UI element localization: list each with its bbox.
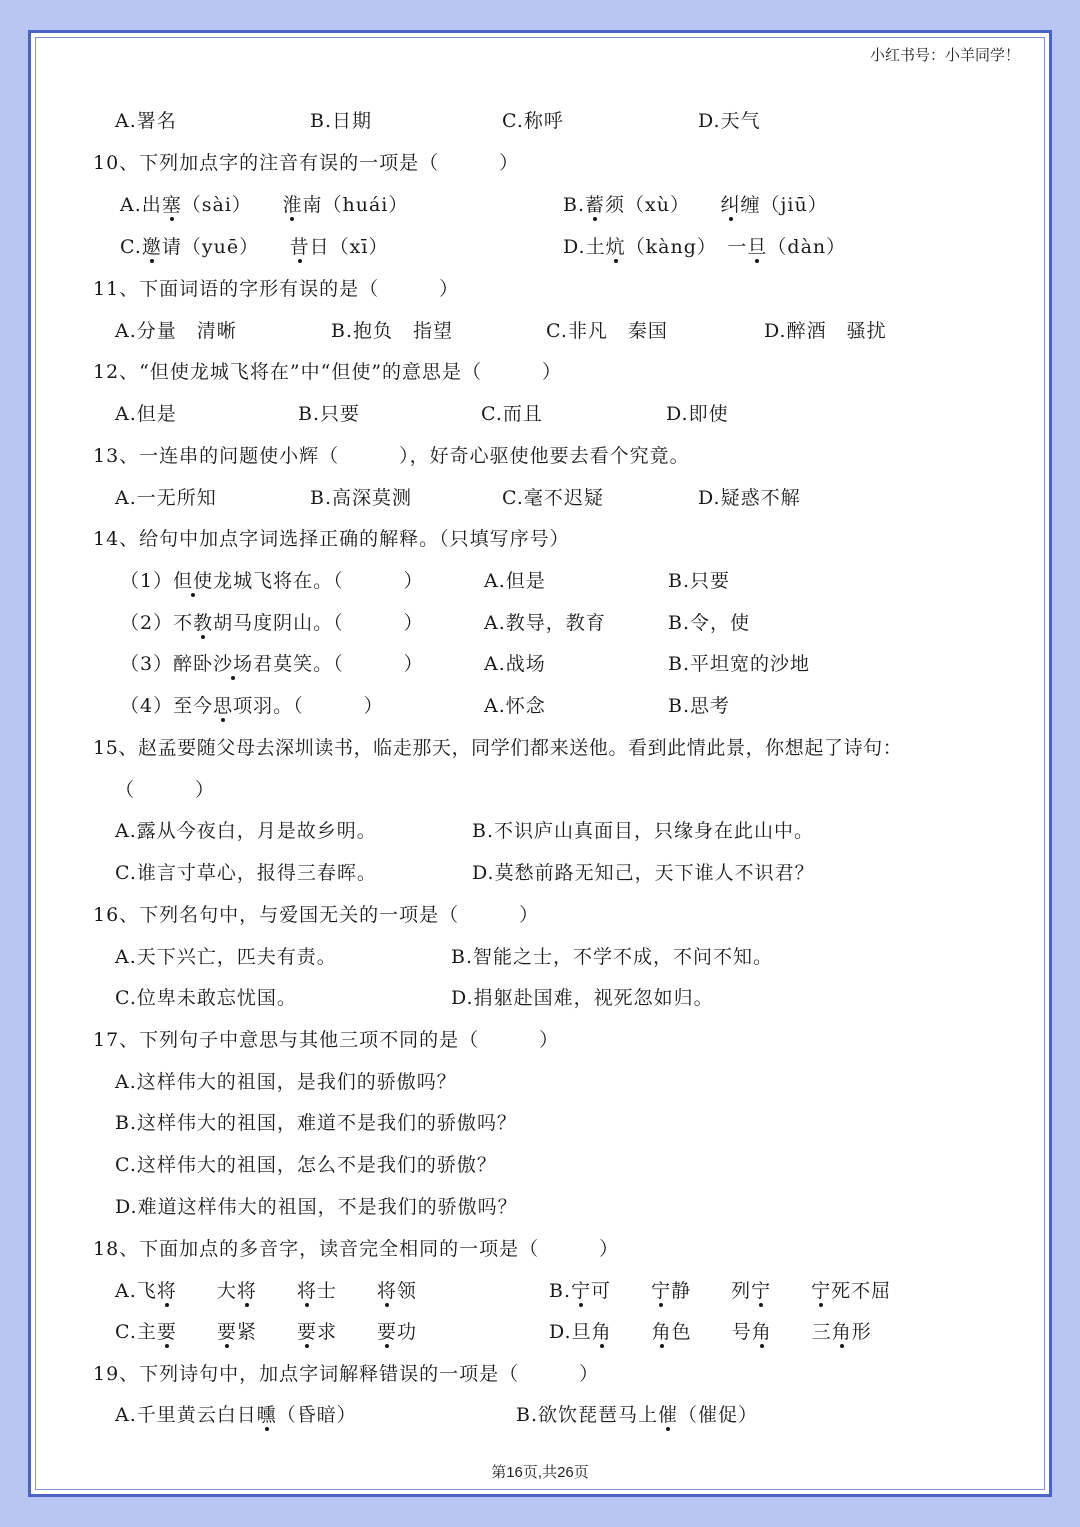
- q14-item-1: （1）但使龙城飞将在。（ ）: [120, 570, 424, 592]
- q15-stem: 15、赵孟要随父母去深圳读书，临走那天，同学们都来送他。看到此情此景，你想起了诗句：: [93, 737, 903, 759]
- q12-option-b: B.只要: [298, 403, 361, 425]
- q13-option-b: B.高深莫测: [310, 487, 413, 509]
- q11-stem: 11、下面词语的字形有误的是（ ）: [93, 278, 460, 300]
- q19-option-b: B.欲饮琵琶马上催（催促）: [516, 1404, 759, 1426]
- q15-option-b: B.不识庐山真面目，只缘身在此山中。: [472, 820, 815, 842]
- q11-option-d: D.醉酒 骚扰: [764, 320, 887, 342]
- q14-item-2: （2）不教胡马度阴山。（ ）: [120, 612, 424, 634]
- q12-option-c: C.而且: [481, 403, 543, 425]
- q15-option-d: D.莫愁前路无知己，天下谁人不识君？: [472, 862, 815, 884]
- q16-option-b: B.智能之士，不学不成，不问不知。: [451, 946, 774, 968]
- q17-option-a: A.这样伟大的祖国，是我们的骄傲吗？: [115, 1071, 457, 1093]
- q10-stem: 10、下列加点字的注音有误的一项是（ ）: [93, 152, 520, 174]
- q17-option-b: B.这样伟大的祖国，难道不是我们的骄傲吗？: [115, 1112, 518, 1134]
- q12-option-d: D.即使: [666, 403, 729, 425]
- q16-stem: 16、下列名句中，与爱国无关的一项是（ ）: [93, 904, 540, 926]
- q17-stem: 17、下列句子中意思与其他三项不同的是（ ）: [93, 1029, 560, 1051]
- q15-option-c: C.谁言寸草心，报得三春晖。: [115, 862, 377, 884]
- q10-option-a: A.出塞（sài） 淮南（huái）: [120, 194, 409, 216]
- q11-option-b: B.抱负 指望: [331, 320, 454, 342]
- q14-stem: 14、给句中加点字词选择正确的解释。（只填写序号）: [93, 528, 570, 550]
- q16-option-a: A.天下兴亡，匹夫有责。: [115, 946, 337, 968]
- q19-option-a: A.千里黄云白日曛（昏暗）: [115, 1404, 357, 1426]
- q11-option-c: C.非凡 秦国: [546, 320, 668, 342]
- q9-option-b: B.日期: [310, 110, 373, 132]
- q14-item-1-b: B.只要: [668, 570, 731, 592]
- q11-option-a: A.分量 清晰: [115, 320, 237, 342]
- q15-option-a: A.露从今夜白，月是故乡明。: [115, 820, 377, 842]
- q10-option-b: B.蓄须（xù） 纠缠（jiū）: [563, 194, 828, 216]
- page-number: 第16页,共26页: [491, 1464, 589, 1481]
- q9-option-c: C.称呼: [502, 110, 564, 132]
- q17-option-d: D.难道这样伟大的祖国，不是我们的骄傲吗？: [115, 1196, 518, 1218]
- q14-item-1-a: A.但是: [484, 570, 546, 592]
- q10-option-d: D.土炕（kàng） 一旦（dàn）: [563, 236, 847, 258]
- header-watermark: 小红书号：小羊同学！: [869, 47, 1020, 64]
- q19-stem: 19、下列诗句中，加点字词解释错误的一项是（ ）: [93, 1363, 600, 1385]
- q18-stem: 18、下面加点的多音字，读音完全相同的一项是（ ）: [93, 1238, 620, 1260]
- q18-option-c: C.主要 要紧 要求 要功: [115, 1321, 418, 1343]
- q14-item-2-a: A.教导，教育: [484, 612, 606, 634]
- q14-item-4-b: B.思考: [668, 695, 731, 717]
- q17-option-c: C.这样伟大的祖国，怎么不是我们的骄傲？: [115, 1154, 497, 1176]
- q13-option-c: C.毫不迟疑: [502, 487, 604, 509]
- q14-item-3: （3）醉卧沙场君莫笑。（ ）: [120, 653, 424, 675]
- q9-option-d: D.天气: [698, 110, 761, 132]
- q13-stem: 13、一连串的问题使小辉（ ），好奇心驱使他要去看个究竟。: [93, 445, 690, 467]
- q16-option-d: D.捐躯赴国难，视死忽如归。: [451, 987, 714, 1009]
- q13-option-d: D.疑惑不解: [698, 487, 801, 509]
- q13-option-a: A.一无所知: [115, 487, 217, 509]
- q10-option-c: C.邀请（yuē） 昔日（xī）: [120, 236, 389, 258]
- q9-option-a: A.署名: [115, 110, 177, 132]
- q12-option-a: A.但是: [115, 403, 177, 425]
- q18-option-a: A.飞将 大将 将士 将领: [115, 1280, 417, 1302]
- q14-item-2-b: B.令，使: [668, 612, 751, 634]
- q14-item-3-a: A.战场: [484, 653, 546, 675]
- q16-option-c: C.位卑未敢忘忧国。: [115, 987, 297, 1009]
- q14-item-4-a: A.怀念: [484, 695, 546, 717]
- q15-blank: （ ）: [115, 779, 216, 801]
- q12-stem: 12、“但使龙城飞将在”中“但使”的意思是（ ）: [93, 361, 563, 383]
- q14-item-3-b: B.平坦宽的沙地: [668, 653, 811, 675]
- q18-option-d: D.旦角 角色 号角 三角形: [549, 1321, 872, 1343]
- q14-item-4: （4）至今思项羽。（ ）: [120, 695, 384, 717]
- q18-option-b: B.宁可 宁静 列宁 宁死不屈: [549, 1280, 892, 1302]
